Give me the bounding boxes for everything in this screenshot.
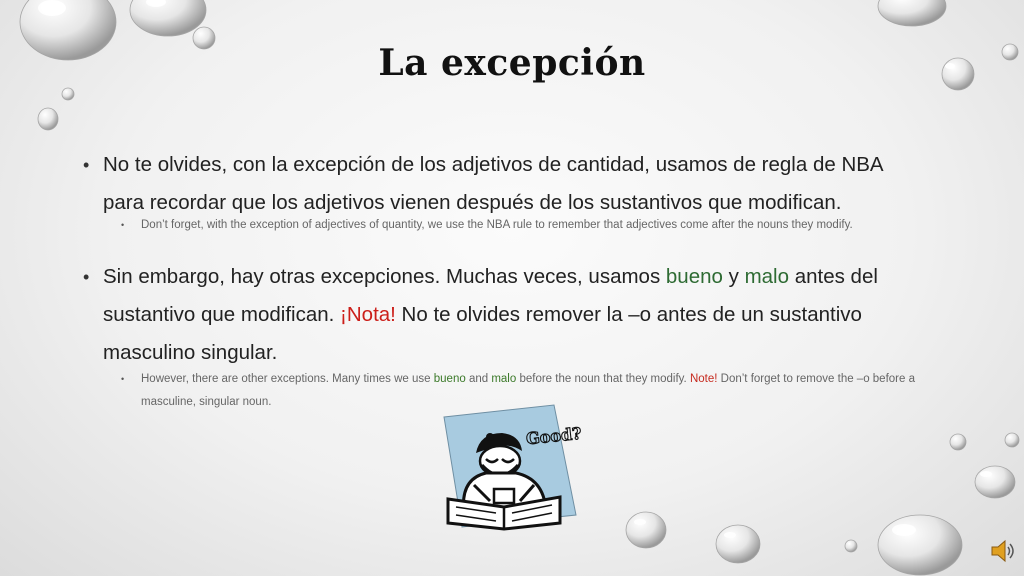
bullet-text-part: Sin embargo, hay otras excepciones. Muchas veces, usamos [103, 265, 666, 288]
word-bueno-en: bueno [433, 373, 466, 385]
bullet-nba-rule [103, 146, 903, 222]
sub-text-part: Don’t forget to remove the –o before a masculine, singular noun. [141, 373, 915, 408]
sub-bullet-text: Don’t forget, with the exception of adjectives of quantity, we use the NBA rule to remember that adjectives come after the nouns they modify. [141, 219, 853, 231]
word-malo: malo [744, 265, 789, 288]
page-title: La excepción [378, 42, 646, 84]
nota-label: ¡Nota! [340, 303, 396, 326]
bullet-text: No te olvides, con la excepción de los adjetivos de cantidad, usamos de regla de NBA para recordar que los adjetivos vienen después de los sustantivos que modifican. [103, 153, 883, 214]
sub-text-part: before the noun that they modify. [516, 373, 690, 385]
word-malo-en: malo [491, 373, 517, 385]
sub-text-part: and [465, 373, 492, 385]
bullet-text-part: y [722, 265, 745, 288]
sub-text-part: However, there are other exceptions. Many times we use [141, 373, 434, 385]
note-label: Note! [689, 373, 718, 385]
bullet-text-part: No te olvides remover la –o antes de un sustantivo masculino singular. [103, 303, 862, 364]
sub-bullet-nba-rule-translation [141, 214, 931, 237]
speaker-icon[interactable] [990, 538, 1018, 564]
word-bueno: bueno [665, 265, 723, 288]
bullet-exceptions [103, 258, 903, 372]
clipart-caption: Good? [525, 423, 582, 449]
reading-person-clipart-icon [440, 403, 582, 531]
bullet-text-part: antes del sustantivo que modifican. [103, 265, 878, 326]
